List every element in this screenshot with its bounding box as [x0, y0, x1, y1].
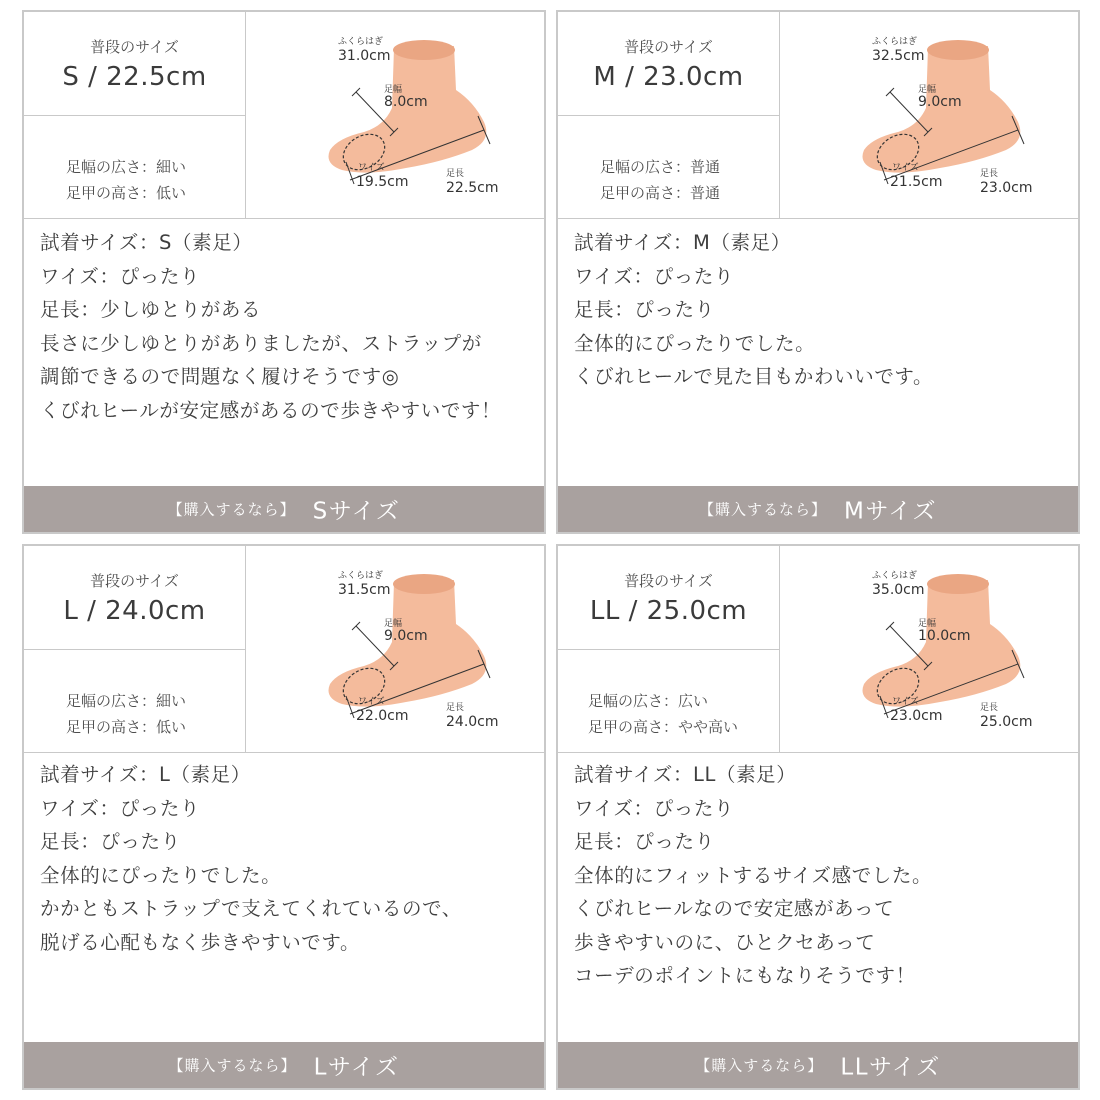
calf-label: ふくらはぎ — [872, 571, 918, 581]
foot-measurement-diagram — [246, 12, 544, 218]
section-divider — [558, 752, 1078, 753]
review-comment — [40, 226, 501, 427]
recommend-label: 【購入するなら】 — [695, 1056, 824, 1075]
comment-line: 足長：少しゆとりがある — [40, 298, 262, 321]
calf-value: 35.0cm — [872, 582, 925, 598]
comment-line: ワイズ：ぴったり — [40, 796, 201, 820]
review-comment — [40, 758, 462, 959]
foot-width-label: 足幅 — [918, 619, 937, 629]
usual-size-box — [558, 546, 779, 650]
recommend-label: 【購入するなら】 — [698, 500, 827, 519]
section-divider — [24, 752, 544, 753]
usual-size-label: 普段のサイズ — [90, 572, 179, 590]
foot-illustration — [780, 12, 1078, 218]
recommend-bar — [558, 1042, 1078, 1088]
comment-line: 足長：ぴったり — [574, 830, 715, 853]
foot-width-label: 足幅 — [918, 85, 937, 95]
review-comment — [574, 758, 932, 993]
calf-ellipse — [393, 574, 455, 594]
foot-width-text: 足幅の広さ：普通 — [600, 158, 721, 176]
usual-size-label: 普段のサイズ — [624, 38, 713, 56]
length-label: 足長 — [980, 169, 999, 179]
foot-measurement-diagram — [780, 546, 1078, 752]
foot-measurement-diagram — [246, 546, 544, 752]
foot-shape-box — [558, 650, 779, 752]
instep-height-text: 足甲の高さ：やや高い — [588, 718, 739, 736]
foot-width-value: 8.0cm — [384, 94, 428, 110]
recommend-size: Sサイズ — [312, 498, 401, 525]
comment-line: 全体的にフィットするサイズ感でした。 — [574, 863, 933, 887]
calf-ellipse — [927, 574, 989, 594]
recommend-label: 【購入するなら】 — [168, 1056, 297, 1075]
foot-width-value: 10.0cm — [918, 628, 971, 644]
usual-size-value: L / 24.0cm — [63, 596, 206, 626]
calf-label: ふくらはぎ — [338, 37, 384, 47]
length-value: 22.5cm — [446, 180, 499, 196]
usual-size-box — [24, 546, 245, 650]
instep-height-text: 足甲の高さ：低い — [66, 718, 187, 736]
comment-line: くびれヒールで見た目もかわいいです。 — [574, 365, 934, 388]
comment-line: 試着サイズ：LL（素足） — [574, 763, 797, 786]
recommend-size: Mサイズ — [844, 498, 938, 525]
foot-width-value: 9.0cm — [918, 94, 962, 110]
foot-width-text: 足幅の広さ：細い — [66, 158, 187, 176]
comment-line: 試着サイズ：M（素足） — [574, 231, 791, 254]
comment-line: ワイズ：ぴったり — [40, 264, 201, 288]
foot-shape-box — [24, 650, 245, 752]
length-value: 25.0cm — [980, 714, 1033, 730]
usual-size-box — [558, 12, 779, 116]
comment-line: コーデのポイントにもなりそうです！ — [574, 964, 916, 987]
size-info-panel — [24, 546, 246, 752]
comment-line: 試着サイズ：L（素足） — [40, 763, 251, 786]
usual-size-label: 普段のサイズ — [624, 572, 713, 590]
comment-line: 歩きやすいのに、ひとクセあって — [574, 930, 876, 954]
wise-value: 23.0cm — [890, 708, 943, 724]
comment-line: 試着サイズ：S（素足） — [40, 231, 253, 254]
usual-size-value: LL / 25.0cm — [589, 596, 748, 626]
comment-line: ワイズ：ぴったり — [574, 796, 735, 820]
comment-line: ワイズ：ぴったり — [574, 264, 735, 288]
comment-line: 長さに少しゆとりがありましたが、ストラップが — [40, 331, 482, 355]
wise-value: 22.0cm — [356, 708, 409, 724]
calf-value: 31.0cm — [338, 48, 391, 64]
comment-line: 足長：ぴったり — [574, 298, 715, 321]
review-card — [556, 10, 1080, 534]
comment-line: 足長：ぴったり — [40, 830, 181, 853]
foot-shape-box — [24, 116, 245, 218]
recommend-label: 【購入するなら】 — [167, 500, 296, 519]
review-card — [556, 544, 1080, 1090]
comment-line: 調節できるので問題なく履けそうです◎ — [40, 365, 400, 388]
recommend-size: Lサイズ — [313, 1054, 400, 1081]
instep-height-text: 足甲の高さ：低い — [66, 184, 187, 202]
comment-line: くびれヒールが安定感があるので歩きやすいです！ — [40, 398, 502, 422]
comment-line: 脱げる心配もなく歩きやすいです。 — [40, 930, 361, 954]
foot-illustration — [246, 12, 544, 218]
comment-line: くびれヒールなので安定感があって — [574, 897, 895, 920]
wise-label: ワイズ — [358, 697, 385, 707]
comment-line: 全体的にぴったりでした。 — [574, 331, 816, 355]
size-info-panel — [558, 12, 780, 218]
size-info-panel — [24, 12, 246, 218]
foot-illustration — [246, 546, 544, 752]
wise-label: ワイズ — [358, 163, 385, 173]
review-card — [22, 10, 546, 534]
calf-value: 31.5cm — [338, 582, 391, 598]
calf-ellipse — [393, 40, 455, 60]
size-info-panel — [558, 546, 780, 752]
foot-width-value: 9.0cm — [384, 628, 428, 644]
length-label: 足長 — [446, 169, 465, 179]
foot-shape-box — [558, 116, 779, 218]
foot-width-text: 足幅の広さ：広い — [588, 692, 709, 710]
usual-size-box — [24, 12, 245, 116]
wise-value: 21.5cm — [890, 174, 943, 190]
calf-label: ふくらはぎ — [338, 571, 384, 581]
foot-width-text: 足幅の広さ：細い — [66, 692, 187, 710]
usual-size-label: 普段のサイズ — [90, 38, 179, 56]
wise-label: ワイズ — [892, 697, 919, 707]
section-divider — [24, 218, 544, 219]
wise-label: ワイズ — [892, 163, 919, 173]
calf-label: ふくらはぎ — [872, 37, 918, 47]
foot-width-label: 足幅 — [384, 85, 403, 95]
length-label: 足長 — [446, 703, 465, 713]
calf-value: 32.5cm — [872, 48, 925, 64]
length-label: 足長 — [980, 703, 999, 713]
length-value: 24.0cm — [446, 714, 499, 730]
calf-ellipse — [927, 40, 989, 60]
length-value: 23.0cm — [980, 180, 1033, 196]
review-card — [22, 544, 546, 1090]
foot-measurement-diagram — [780, 12, 1078, 218]
recommend-bar — [24, 486, 544, 532]
review-comment — [574, 226, 933, 394]
section-divider — [558, 218, 1078, 219]
recommend-bar — [24, 1042, 544, 1088]
foot-width-label: 足幅 — [384, 619, 403, 629]
recommend-bar — [558, 486, 1078, 532]
comment-line: かかともストラップで支えてくれているので、 — [40, 897, 462, 920]
usual-size-value: S / 22.5cm — [62, 62, 207, 92]
recommend-size: LLサイズ — [840, 1054, 941, 1081]
wise-value: 19.5cm — [356, 174, 409, 190]
instep-height-text: 足甲の高さ：普通 — [600, 184, 721, 202]
comment-line: 全体的にぴったりでした。 — [40, 863, 282, 887]
foot-illustration — [780, 546, 1078, 752]
usual-size-value: M / 23.0cm — [593, 62, 744, 92]
